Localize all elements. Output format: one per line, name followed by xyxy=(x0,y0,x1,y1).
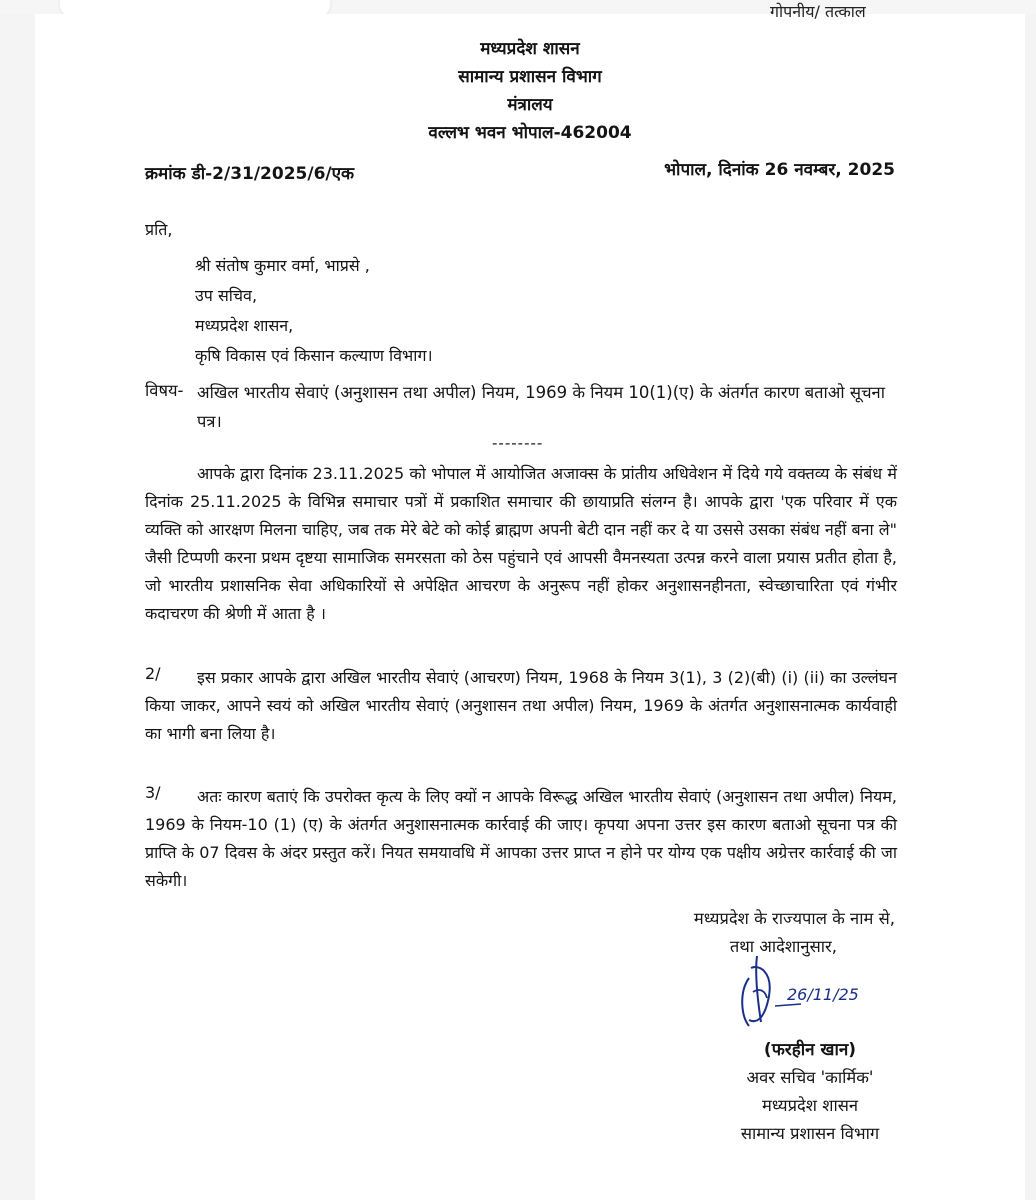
signatory-office: मध्यप्रदेश शासन xyxy=(761,1096,859,1115)
paragraph-2-number: 2/ xyxy=(145,664,161,683)
paragraph-3-number: 3/ xyxy=(145,783,161,802)
header-department: सामान्य प्रशासन विभाग xyxy=(458,67,602,87)
signature-authority-line: मध्यप्रदेश के राज्यपाल के नाम से, xyxy=(693,909,895,928)
subject-label: विषय- xyxy=(145,381,184,400)
header-address: वल्लभ भवन भोपाल-462004 xyxy=(428,123,632,143)
addressee-department: कृषि विकास एवं किसान कल्याण विभाग। xyxy=(195,346,433,365)
paragraph-1: आपके द्वारा दिनांक 23.11.2025 को भोपाल में आयोजित अजाक्स के प्रांतीय अधिवेशन में दिये गये वक्तव्य के संबंध में दिनांक 25.11.2025 के विभिन्न समाचार पत्रों में प्रकाशित समाचार की छायाप्रति संलग्न है। आपके द्वारा 'एक परिवार में एक व्यक्ति को आरक्षण मिलना चाहिए, जब तक मेरे बेटे को कोई ब्राह्मण अपनी बेटी दान नहीं कर दे या उससे उसका संबंध नहीं बना ले" जैसी टिप्पणी करना प्रथम दृष्टया सामाजिक समरसता को ठेस पहुंचाने एवं आपसी वैमनस्यता उत्पन्न करने वाला प्रयास प्रतीत होता है, जो भारतीय प्रशासनिक सेवा अधिकारियों से अपेक्षित आचरण के अनुरूप नहीं होकर अनुशासनहीनता, स्वेच्छाचारिता एवं गंभीर कदाचरण की श्रेणी में आता है । xyxy=(145,464,897,623)
document-page xyxy=(35,2,1025,1200)
signature-date: 26/11/25 xyxy=(787,985,859,1004)
reference-number: क्रमांक डी-2/31/2025/6/एक xyxy=(145,164,355,184)
separator-line: -------- xyxy=(492,434,544,452)
signatory-department: सामान्य प्रशासन विभाग xyxy=(740,1124,880,1143)
subject-text: अखिल भारतीय सेवाएं (अनुशासन तथा अपील) नियम, 1969 के नियम 10(1)(ए) के अंतर्गत कारण बताओ सूचना पत्र। xyxy=(197,383,885,431)
addressee-government: मध्यप्रदेश शासन, xyxy=(195,316,294,335)
classification-label: गोपनीय/ तत्काल xyxy=(770,2,866,21)
header-ministry: मंत्रालय xyxy=(507,95,553,115)
addressee-prefix: प्रति, xyxy=(145,220,173,239)
signatory-designation: अवर सचिव 'कार्मिक' xyxy=(746,1068,874,1087)
date-line: भोपाल, दिनांक 26 नवम्बर, 2025 xyxy=(664,160,895,180)
paragraph-3: अतः कारण बताएं कि उपरोक्त कृत्य के लिए क्यों न आपके विरूद्ध अखिल भारतीय सेवाएं (अनुशासन तथा अपील) नियम, 1969 के नियम-10 (1) (ए) के अंतर्गत अनुशासनात्मक कार्रवाई की जाए। कृपया अपना उत्तर इस कारण बताओ सूचना पत्र की प्राप्ति के 07 दिवस के अंदर प्रस्तुत करें। नियत समयावधि में आपका उत्तर प्राप्त न होने पर योग्य एक पक्षीय अग्रेत्तर कार्रवाई की जा सकेगी। xyxy=(145,787,897,890)
addressee-designation: उप सचिव, xyxy=(195,286,258,305)
header-state-government: मध्यप्रदेश शासन xyxy=(480,39,580,59)
addressee-name: श्री संतोष कुमार वर्मा, भाप्रसे , xyxy=(195,256,370,275)
paragraph-2: इस प्रकार आपके द्वारा अखिल भारतीय सेवाएं (आचरण) नियम, 1968 के नियम 3(1), 3 (2)(बी) (i) (ii) का उल्लंघन किया जाकर, आपने स्वयं को अखिल भारतीय सेवाएं (अनुशासन तथा अपील) नियम, 1969 के अंतर्गत अनुशासनात्मक कार्यवाही का भागी बना लिया है। xyxy=(145,668,897,743)
signatory-name: (फरहीन खान) xyxy=(763,1040,857,1060)
signature-order-line: तथा आदेशानुसार, xyxy=(729,937,837,956)
